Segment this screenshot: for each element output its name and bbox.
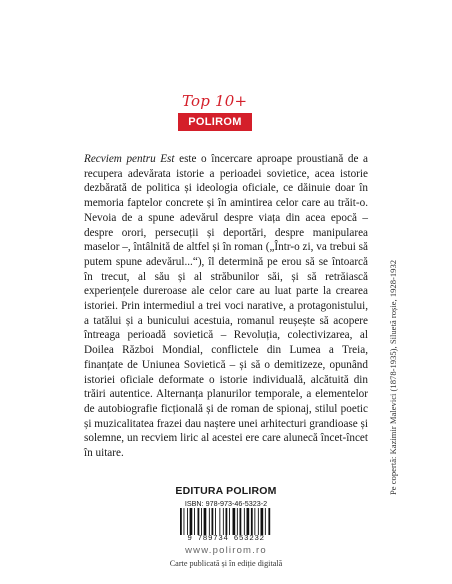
publisher-name: EDITURA POLIROM <box>175 485 277 497</box>
cover-art-credit: Pe copertă: Kazimir Malevici (1878-1935), Siluetă roșie, 1928-1932 <box>388 259 398 495</box>
back-cover-blurb <box>84 152 368 461</box>
book-title: Recviem pentru Est <box>84 153 175 165</box>
barcode-digits: 9 789734 653232 <box>170 535 282 543</box>
isbn-text: ISBN: 978-973-46-5323-2 <box>184 499 268 508</box>
barcode-bars <box>176 508 276 536</box>
top-10-series-logo: Top 10+ <box>182 92 248 110</box>
blurb-text: este o încercare aproape proustiană de a recupera adevărata istorie a perioadei sovietice, acea istorie dezbărată de politica și ideologia oficiale, ce dăinuie doar în memoria faptelor concrete și în amintirea celor care au trăit-o. Nevoia de a spune adevărul despre viața din acea epocă – despre orori, persecuții și deportări, despre manipularea maselor –, întâlnită de altfel și în roman („Într-o zi, va trebui să putem spune adevărul...“), îl determină pe erou să se întoarcă în trecut, al său și al străbunilor săi, și să retrăiască experiențele dureroase ale celor care au luat parte la crearea istoriei. Prin intermediul a trei voci narative, a protagonistului, a tatălui și a bunicului acestuia, romanul reușește să acopere întreaga perioadă sovietică – Revoluția, colectivizarea, al Doilea Război Mondial, conflictele din Lumea a Treia, finanțate de Uniunea Sovietică – și să o demitizeze, opunând istoriei oficiale deformate o istorie individuală, alcătuită din trăiri autentice. Alternanța planurilor temporale, a elementelor de autobiografie ficțională și de roman de spionaj, stilul poetic și muzicalitatea frazei dau naștere unei arhitecturi grandioase și solemne, un recviem liric al acestei ere care alunecă încet-încet în uitare. <box>84 153 369 460</box>
polirom-brand-box: POLIROM <box>178 113 252 131</box>
digital-edition-note: Carte publicată și în ediție digitală <box>169 559 283 568</box>
publisher-website: www.polirom.ro <box>185 545 267 556</box>
